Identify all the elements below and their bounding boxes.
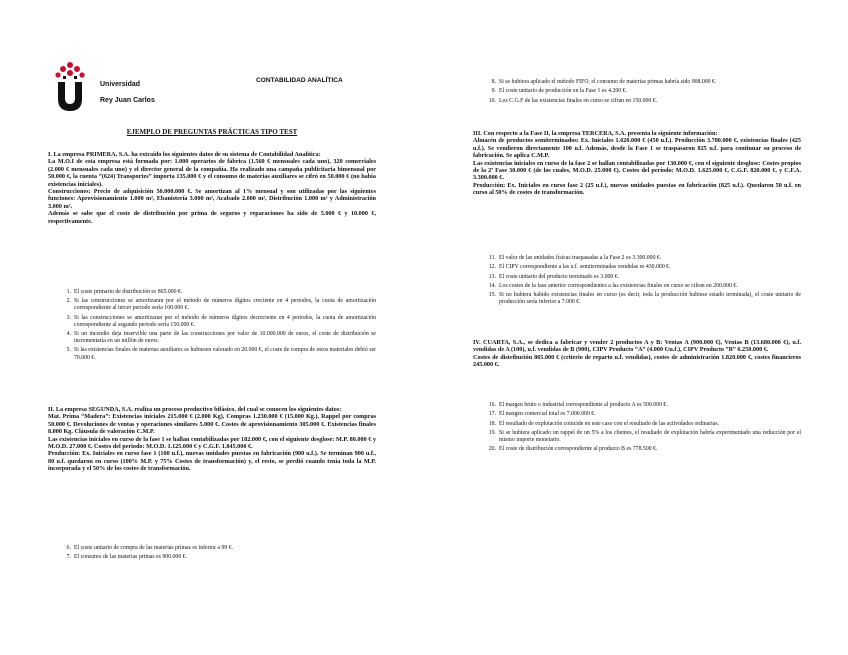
page-header [48, 60, 378, 115]
list-item: 20 . El coste de distribución correspondiente al producto B es 778.500 €. [473, 446, 801, 453]
list-item: 10 . Los C.G.F de las existencias finales en curso se cifran en 150.000 €. [473, 98, 801, 105]
list-item: 17 . El margen comercial total es 7.000.000 €. [473, 411, 801, 418]
question-list-2 [48, 545, 376, 564]
course-title: CONTABILIDAD ANALÍTICA [256, 77, 343, 84]
section-4-intro: IV. CUARTA, S.A., se dedica a fabricar y vender 2 productos A y B: Ventas A (900.000 €), Ventas B (13.680.000 €), u.f. vendidas de A (100), u.f. vendidas de B (900), CIPV Producto “A” (4.000 €/u.f.), CIPV Producto “B” 6.250.000 €. [473, 339, 801, 354]
section-2-p3: Producción: Ex. Iniciales en curso fase 1 (100 u.f.), nuevas unidades puestas en fabricación (900 u.f.). Se terminan 900 u.f., 80 u.f. quedaron en curso (100% M.P. y 75% Costes de transformación) y, el resto, se perdió cuando tenía toda la M.P. incorporada y el 50% de los costes de transformación. [48, 450, 376, 473]
section-1-p1: La M.O.I de esta empresa está formada por: 1.000 operarios de fábrica (1.560 € mensuales cada uno), 320 comerciales (2.000 € mensuales cada uno) y el director general de la compañía. Ha realizado una campaña publicitaria bimensual por 50.000 €, la cuenta “(624) Transportes” importa 135.000 € y el consumo de materias auxiliares se cifró en 50.000 € (no había existencias iniciales). [48, 158, 376, 188]
list-item: 11 . El valor de las unidades físicas traspasadas a la Fase 2 es 3.300.000 €. [473, 255, 801, 262]
question-list-1 [48, 289, 376, 364]
university-name: Universidad Rey Juan Carlos [100, 81, 155, 104]
list-item: 13 . El coste unitario del producto terminado es 3.000 €. [473, 274, 801, 281]
list-item: 15 . Si no hubiera habido existencias finales en curso (es decir, toda la producción hubiese estado terminada), el coste unitario de producción sería inferior a 7.000 €. [473, 292, 801, 306]
list-item: 8 . Si se hubiera aplicado el método FIFO, el consumo de materias primas habría sido 908.000 €. [473, 79, 801, 86]
document-title: EJEMPLO DE PREGUNTAS PRÁCTICAS TIPO TEST [126, 128, 298, 136]
question-list-3 [473, 255, 801, 309]
list-item: 3 . Si las construcciones se amortizaran por el método de números dígitos decreciente en 4 periodos, la cuota de amortización correspondiente al segundo periodo sería 150.000 €. [48, 315, 376, 329]
list-item: 18 . El resultado de explotación coincide en este caso con el resultado de las actividades ordinarias. [473, 421, 801, 428]
list-item: 2 . Si las construcciones se amortizaran por el método de números dígitos creciente en 4 periodos, la cuota de amortización correspondiente al tercer periodo sería 100.000 €. [48, 298, 376, 312]
section-1 [48, 151, 376, 225]
section-2 [48, 406, 376, 473]
section-4-p1: Costes de distribución 865.000 € (criterio de reparto u.f. vendidas), costes de administración 1.820.000 €, costes financieros 245.000 €. [473, 353, 801, 369]
list-item: 19 . Si se hubiera aplicado un rappel de un 5% a los clientes, el resultado de explotación habría experimentado una reducción por el mismo importe monetario. [473, 430, 801, 444]
list-item: 7 . El consumo de las materias primas es 900.000 €. [48, 554, 376, 561]
section-2-intro: II. La empresa SEGUNDA, S.A. realiza un proceso productivo bifásico, del cual se conocen los siguientes datos: [48, 406, 342, 413]
section-3-p2: Las existencias iniciales en curso de la fase 2 se hallan contabilizadas por 130.000 €, con el siguiente desglose: Costes propios de la 2ª Fase 30.000 € (de los cuales, M.O.D. 25.000 €). Costes del período: M.O.D. 1.625.000 €, C.G.F. 820.000 €. y C.F.A. 3.300.000 €. [473, 159, 801, 182]
question-list-right-top [473, 79, 801, 107]
list-item: 16 . El margen bruto o industrial correspondiente al producto A es 500.000 €. [473, 402, 801, 409]
list-item: 14 . Los costes de la fase anterior correspondientes a las existencias finales en curso se cifran en 200.000 €. [473, 283, 801, 290]
list-item: 5 . Si las existencias finales de materias auxiliares se hubiesen valorado en 20.000 €, el coste de compra de estos materiales debió ser 70.000 €. [48, 347, 376, 361]
list-item: 6 . El coste unitario de compra de las materias primas es inferior a 99 €. [48, 545, 376, 552]
section-1-intro: I. La empresa PRIMERA, S.A. ha extraído los siguientes datos de su sistema de Contabilidad Analítica: [48, 151, 321, 158]
list-item: 1 . El coste primario de distribución es 865.000 €. [48, 289, 376, 296]
section-3 [473, 130, 801, 197]
section-1-p2: Construcciones: Precio de adquisición 50.000.000 €. Se amortizan al 1% mensual y son utilizadas por las siguientes funciones: Aprovisionamiento 1.000 m², Ebanistería 3.000 m², Acabado 2.000 m², Distribución 1.000 m² y Administración 3.000 m². [48, 188, 376, 210]
section-3-p1: Almacén de productos semiterminados: Ex. Iniciales 1.620.000 € (450 u.f.). Producción 3.780.000 €, existencias finales (425 u.f.). Se vendieron directamente 100 u.f. Además, desde la Fase 1 se traspasaron 825 u.f. para continuar su proceso de fabricación. Se aplica C.M.P. [473, 137, 801, 160]
list-item: 9 . El coste unitario de producción en la Fase 1 es 4.200 €. [473, 88, 801, 95]
list-item: 12 . El CIPV correspondiente a las u.f. semiterminadas vendidas es 430.000 €. [473, 264, 801, 271]
section-3-p3: Producción: Ex. Iniciales en curso fase 2 (25 u.f.), nuevas unidades puestas en fabricación (825 u.f.). Quedaron 50 u.f. en curso al 50% de costes de transformación. [473, 181, 801, 197]
section-1-p3: Además se sabe que el coste de distribución por prima de seguros y reparaciones ha sido de 5.000 € y 10.000 €, respectivamente. [48, 210, 376, 225]
section-2-p2: Las existencias iniciales en curso de la fase 1 se hallan contabilizadas por 182.000 €, con el siguiente desglose: M.P. 80.000 € y M.O.D. 27.000 €. Costes del periodo: M.O.D. 1.125.000 € y C.G.F. 1.845.000 €. [48, 435, 376, 451]
section-3-intro: III. Con respecto a la Fase II, la empresa TERCERA, S.A. presenta la siguiente información: [473, 130, 718, 137]
university-logo-icon [48, 60, 92, 112]
section-2-p1: Mat. Prima “Madera”: Existencias iniciales 215.000 € (2.000 Kg), Compras 1.230.000 € (15.000 Kg.), Rappel por compras 50.000 €. Devoluciones de ventas y operaciones similares 5.000 €. Costes de aprovisionamiento 305.000 €. Existencias finales 8.000 Kg. Cláusula de valoración C.M.P. [48, 413, 376, 436]
question-list-4 [473, 402, 801, 456]
list-item: 4 . Si un incendio deja inservible una parte de las construcciones por valor de 10.000.000 de euros, el coste de distribución se incrementaría en un millón de euros. [48, 331, 376, 345]
section-4 [473, 339, 801, 369]
